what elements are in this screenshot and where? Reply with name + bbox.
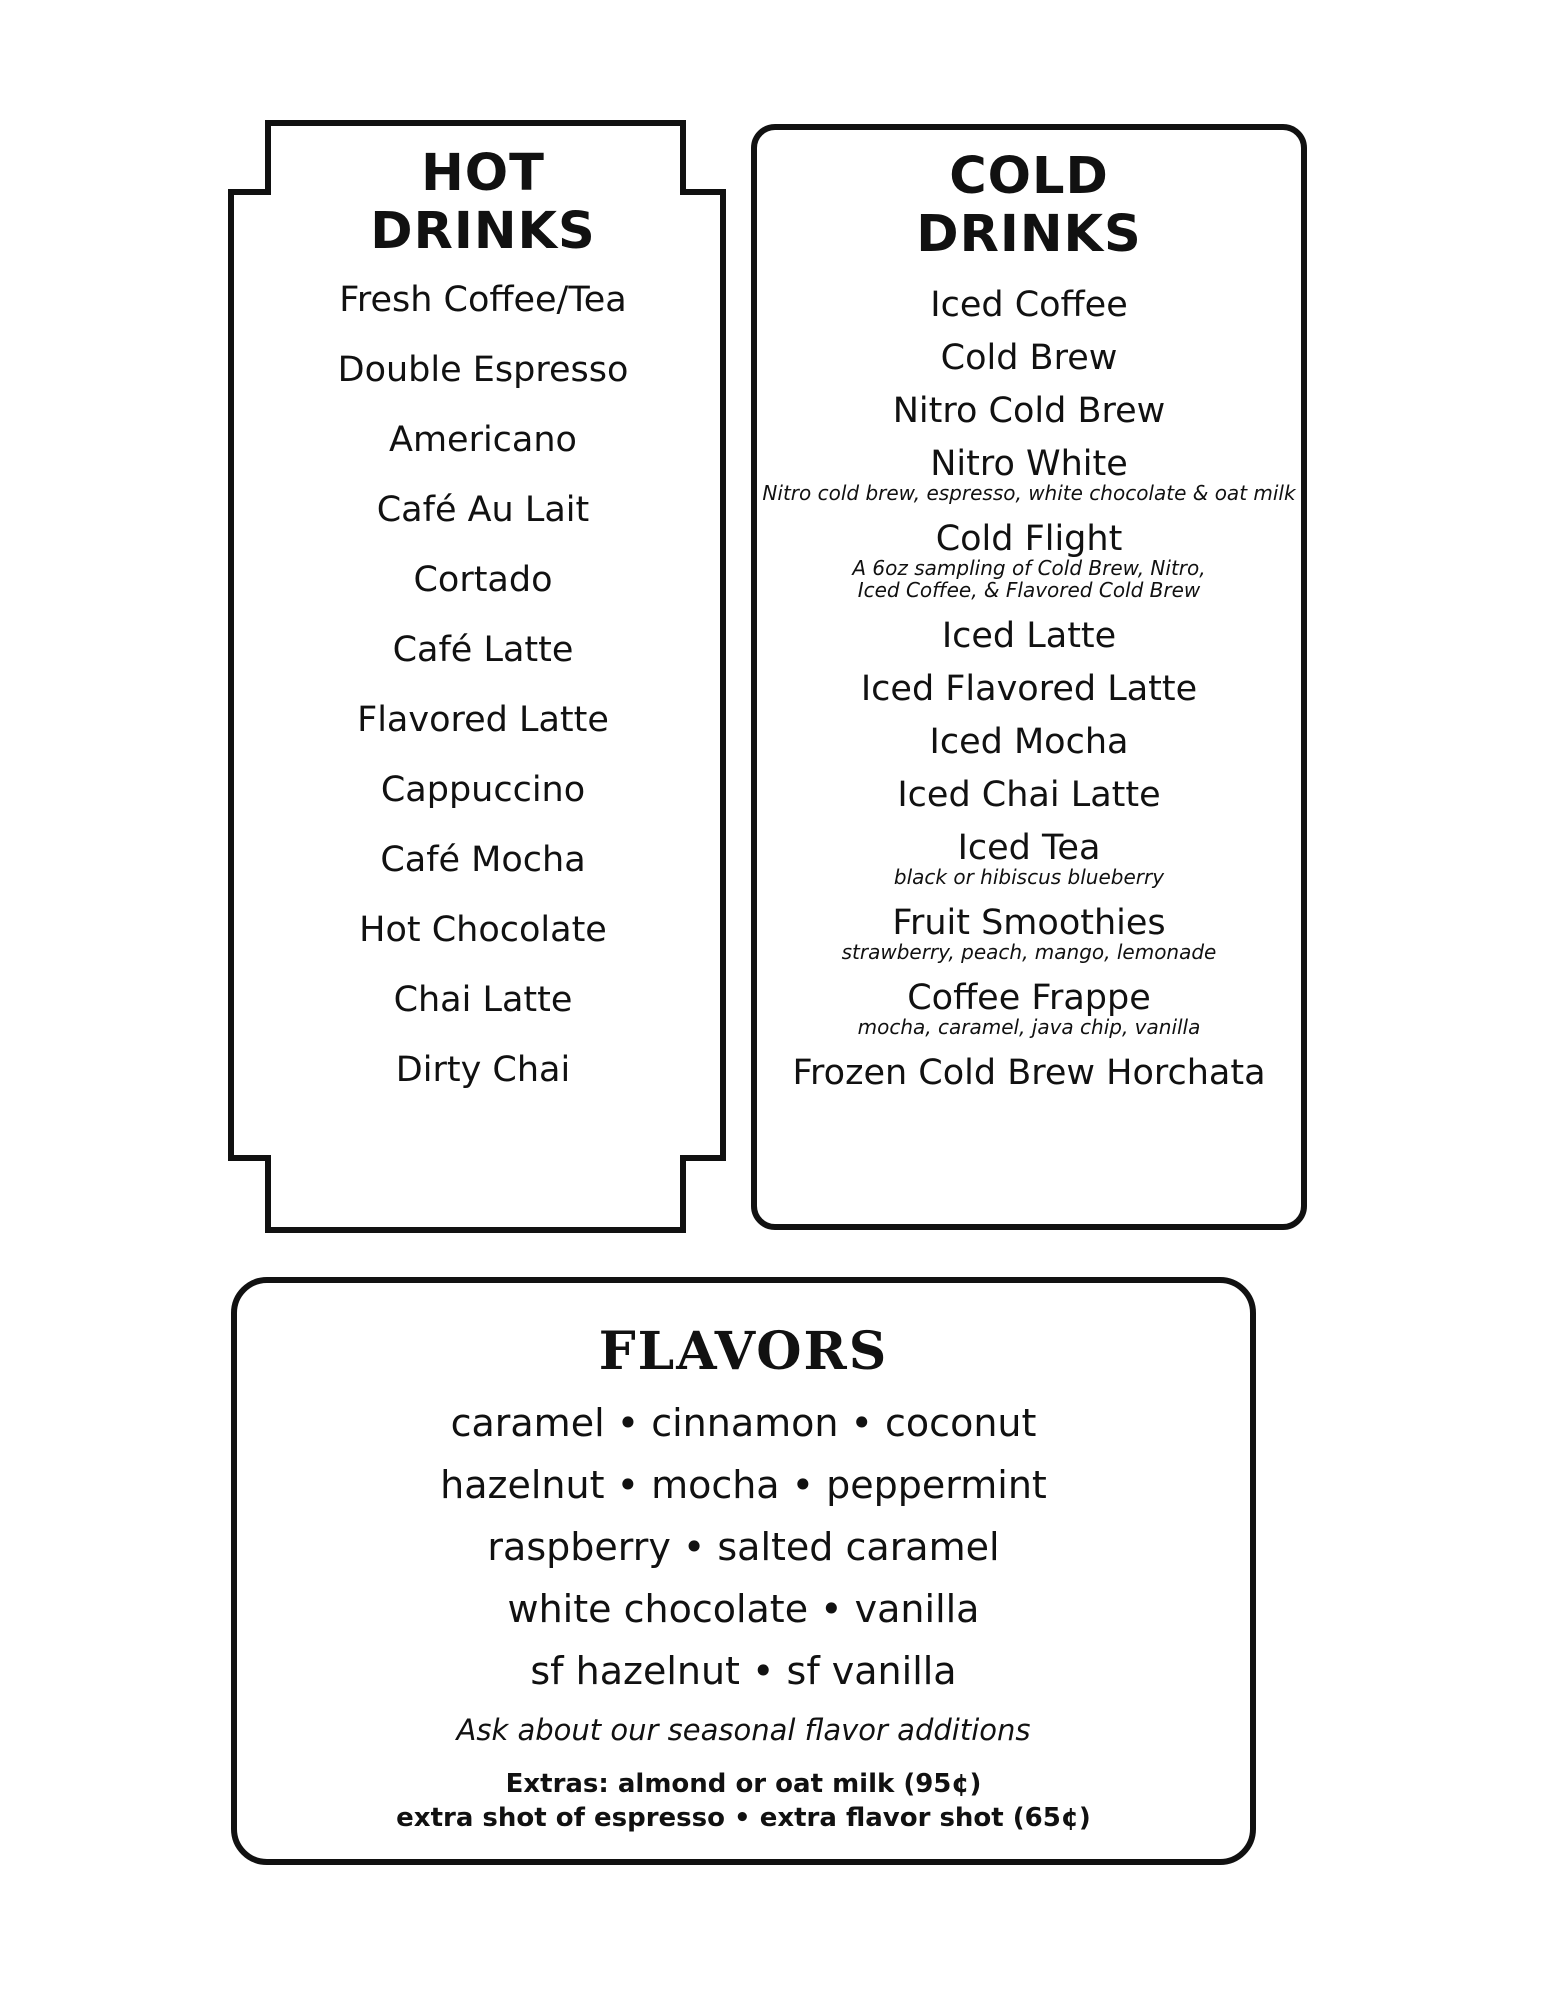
cold-drink-name: Nitro White	[930, 444, 1128, 484]
cold-drink-name: Iced Tea	[957, 828, 1101, 868]
cold-title-line2: DRINKS	[916, 205, 1142, 264]
cold-drink-name: Coffee Frappe	[907, 978, 1151, 1018]
hot-drink-item: Double Espresso	[337, 350, 629, 390]
cold-drink-item	[757, 520, 1301, 602]
flavor-line: caramel • cinnamon • coconut	[450, 1401, 1037, 1445]
hot-drink-item: Flavored Latte	[357, 700, 609, 740]
cold-drink-name: Nitro Cold Brew	[892, 391, 1166, 431]
cold-drink-name: Cold Brew	[940, 338, 1118, 378]
cold-drink-description: strawberry, peach, mango, lemonade	[841, 940, 1217, 964]
cold-drink-description: mocha, caramel, java chip, vanilla	[857, 1015, 1201, 1039]
hot-drink-item: Cappuccino	[380, 770, 586, 810]
cold-drink-name: Iced Chai Latte	[897, 775, 1161, 815]
cold-drink-item	[757, 776, 1301, 814]
cold-drink-item	[757, 339, 1301, 377]
hot-drink-item: Cortado	[413, 560, 553, 600]
hot-drink-item: Dirty Chai	[395, 1050, 571, 1090]
flavor-line: hazelnut • mocha • peppermint	[440, 1463, 1047, 1507]
flavor-line: raspberry • salted caramel	[487, 1525, 1000, 1569]
flavors-panel	[231, 1277, 1256, 1865]
cold-drink-name: Frozen Cold Brew Horchata	[792, 1053, 1266, 1093]
flavor-line: sf hazelnut • sf vanilla	[530, 1649, 957, 1693]
hot-drinks-title	[258, 145, 708, 261]
cold-drink-item	[757, 1054, 1301, 1092]
extras-line-2: extra shot of espresso • extra flavor shot (65¢)	[396, 1803, 1091, 1833]
cold-drink-name: Iced Mocha	[929, 722, 1129, 762]
hot-drink-item: Café Latte	[392, 630, 574, 670]
hot-drink-item: Chai Latte	[393, 980, 573, 1020]
cold-drink-item	[757, 286, 1301, 324]
hot-drinks-panel	[258, 145, 708, 1121]
hot-drink-item: Fresh Coffee/Tea	[339, 280, 627, 320]
cold-drink-name: Iced Flavored Latte	[860, 669, 1198, 709]
cold-drink-item	[757, 445, 1301, 505]
hot-title-line1: HOT	[421, 144, 545, 203]
cold-drink-item	[757, 723, 1301, 761]
cold-drink-name: Iced Coffee	[930, 285, 1128, 325]
flavors-title: FLAVORS	[598, 1321, 889, 1382]
cold-drink-description: A 6oz sampling of Cold Brew, Nitro,	[852, 556, 1206, 580]
hot-drink-item: Hot Chocolate	[359, 910, 607, 950]
cold-drink-description-line2: Iced Coffee, & Flavored Cold Brew	[857, 578, 1201, 602]
cold-drink-item	[757, 617, 1301, 655]
cold-drinks-panel	[751, 124, 1307, 1230]
cold-drink-item	[757, 670, 1301, 708]
cold-title-line1: COLD	[949, 147, 1109, 206]
cold-drink-item	[757, 392, 1301, 430]
hot-title-line2: DRINKS	[370, 202, 596, 261]
hot-drink-item: Americano	[389, 420, 577, 460]
cold-drinks-title	[757, 148, 1301, 264]
cold-drink-item	[757, 829, 1301, 889]
hot-drink-item: Café Mocha	[380, 840, 586, 880]
cold-drink-item	[757, 904, 1301, 964]
cold-drink-item	[757, 979, 1301, 1039]
cold-drink-description: black or hibiscus blueberry	[893, 865, 1165, 889]
seasonal-flavor-note: Ask about our seasonal flavor additions	[456, 1713, 1031, 1747]
cold-drink-name: Iced Latte	[941, 616, 1117, 656]
cold-drink-name: Fruit Smoothies	[892, 903, 1166, 943]
hot-drink-item: Café Au Lait	[376, 490, 590, 530]
flavor-line: white chocolate • vanilla	[507, 1587, 980, 1631]
extras-line-1: Extras: almond or oat milk (95¢)	[505, 1769, 982, 1799]
cold-drink-name: Cold Flight	[935, 519, 1123, 559]
cold-drinks-list	[757, 286, 1301, 1092]
cold-drink-description: Nitro cold brew, espresso, white chocolate & oat milk	[762, 481, 1296, 505]
